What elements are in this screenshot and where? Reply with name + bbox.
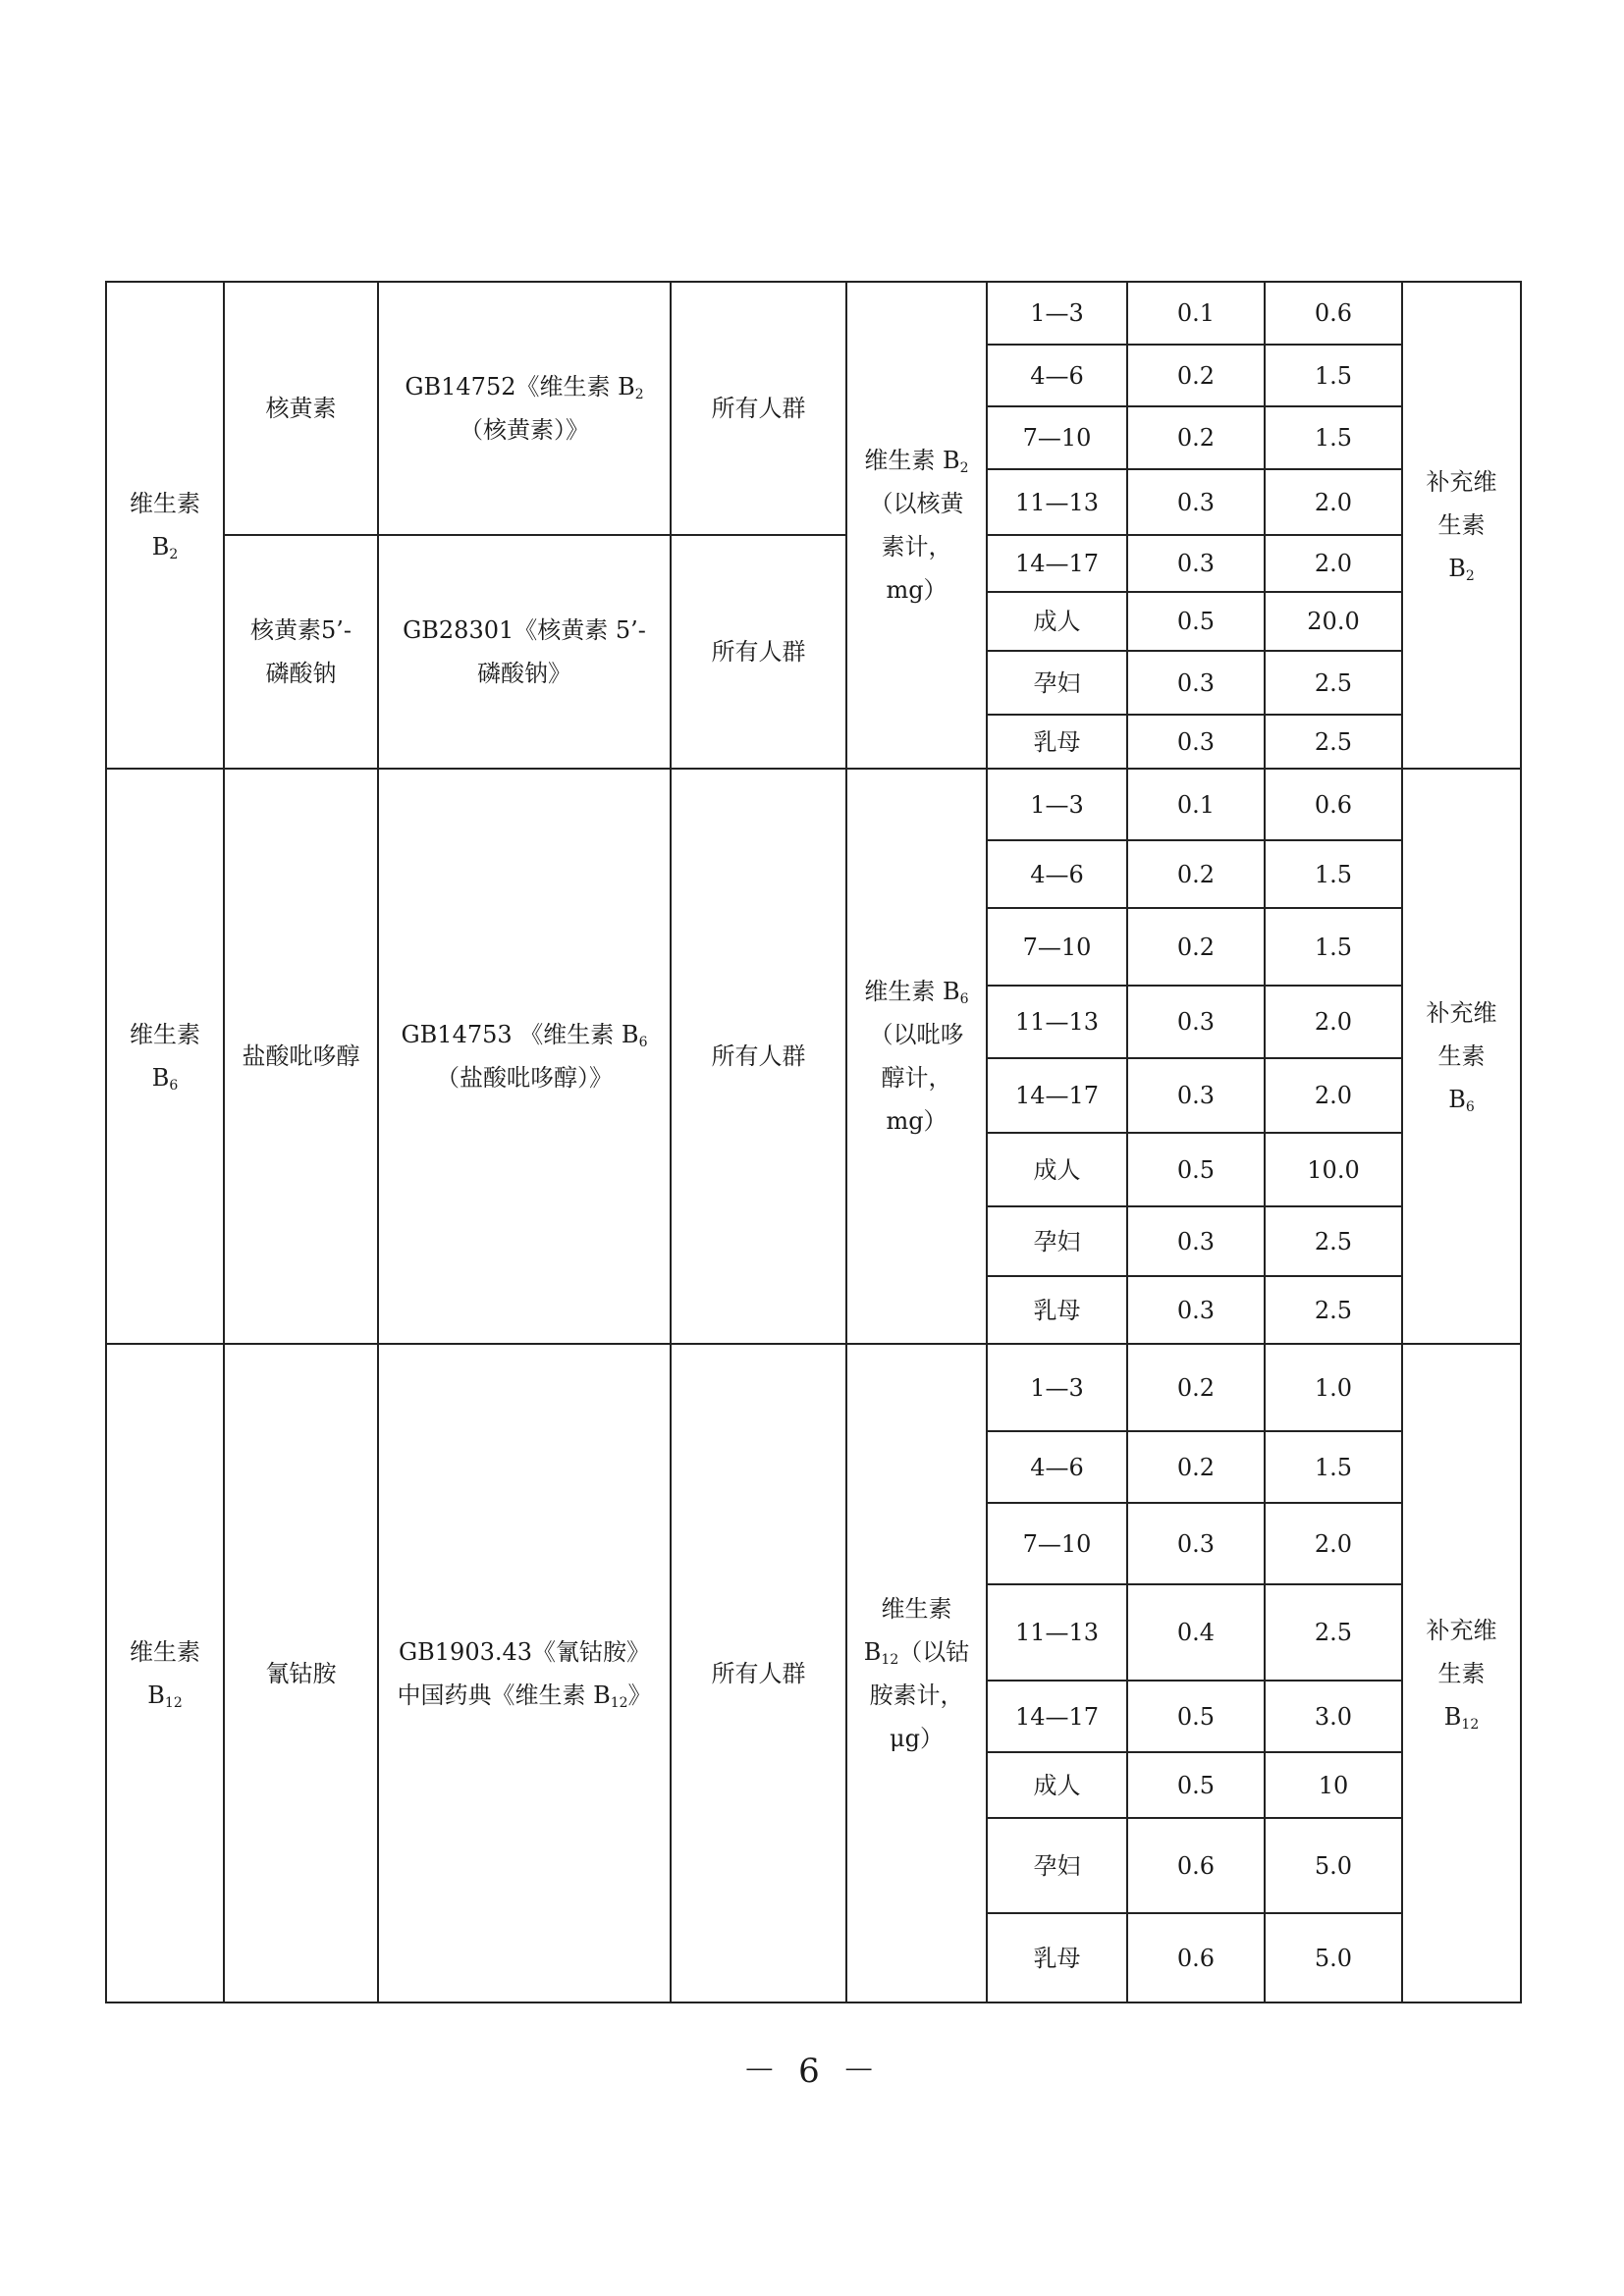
max-value-cell: 1.5 — [1265, 840, 1402, 908]
standard-cell: GB1903.43《氰钴胺》中国药典《维生素 $B_{12}$》 — [378, 1344, 671, 2002]
max-value-cell: 0.6 — [1265, 769, 1402, 840]
max-value-cell: 5.0 — [1265, 1913, 1402, 2002]
compound-form-cell: 维生素 $B_{12}$（以钴胺素计，μg） — [846, 1344, 987, 2002]
age-group-cell: 成人 — [987, 592, 1127, 651]
population-cell: 所有人群 — [671, 282, 846, 535]
max-value-cell: 1.5 — [1265, 1431, 1402, 1503]
compound-form-cell: 维生素 $B_2$（以核黄素计，mg） — [846, 282, 987, 769]
population-cell: 所有人群 — [671, 535, 846, 769]
age-group-cell: 乳母 — [987, 1913, 1127, 2002]
max-value-cell: 2.5 — [1265, 1584, 1402, 1681]
age-group-cell: 成人 — [987, 1752, 1127, 1818]
age-group-cell: 7—10 — [987, 406, 1127, 469]
nutrient-name-cell: 维生素 $B_2$ — [106, 282, 224, 769]
max-value-cell: 2.0 — [1265, 535, 1402, 592]
min-value-cell: 0.2 — [1127, 406, 1265, 469]
age-group-cell: 孕妇 — [987, 1206, 1127, 1276]
min-value-cell: 0.1 — [1127, 769, 1265, 840]
purpose-cell: 补充维生素 $B_2$ — [1402, 282, 1521, 769]
compound-name-cell: 核黄素5’-磷酸钠 — [224, 535, 378, 769]
min-value-cell: 0.3 — [1127, 469, 1265, 535]
standard-cell: GB14753 《维生素 $B_6$（盐酸吡哆醇）》 — [378, 769, 671, 1344]
age-group-cell: 孕妇 — [987, 651, 1127, 715]
population-cell: 所有人群 — [671, 769, 846, 1344]
max-value-cell: 10.0 — [1265, 1133, 1402, 1206]
max-value-cell: 2.0 — [1265, 469, 1402, 535]
max-value-cell: 2.5 — [1265, 651, 1402, 715]
min-value-cell: 0.5 — [1127, 1681, 1265, 1752]
compound-name-cell: 核黄素 — [224, 282, 378, 535]
page-number: － 6 － — [742, 2052, 882, 2091]
max-value-cell: 2.0 — [1265, 1503, 1402, 1584]
age-group-cell: 乳母 — [987, 1276, 1127, 1344]
nutrient-spec-table — [105, 281, 1522, 2003]
min-value-cell: 0.6 — [1127, 1913, 1265, 2002]
min-value-cell: 0.3 — [1127, 1276, 1265, 1344]
compound-name-cell: 氰钴胺 — [224, 1344, 378, 2002]
min-value-cell: 0.5 — [1127, 1133, 1265, 1206]
min-value-cell: 0.2 — [1127, 840, 1265, 908]
age-group-cell: 14—17 — [987, 535, 1127, 592]
age-group-cell: 1—3 — [987, 282, 1127, 345]
age-group-cell: 14—17 — [987, 1058, 1127, 1133]
min-value-cell: 0.3 — [1127, 1503, 1265, 1584]
table-row — [106, 769, 1521, 840]
age-group-cell: 4—6 — [987, 345, 1127, 406]
min-value-cell: 0.3 — [1127, 1058, 1265, 1133]
compound-name-cell: 盐酸吡哆醇 — [224, 769, 378, 1344]
age-group-cell: 11—13 — [987, 1584, 1127, 1681]
table-row — [106, 535, 1521, 592]
min-value-cell: 0.3 — [1127, 1206, 1265, 1276]
max-value-cell: 2.0 — [1265, 1058, 1402, 1133]
standard-cell: GB14752《维生素 $B_2$（核黄素）》 — [378, 282, 671, 535]
max-value-cell: 1.5 — [1265, 908, 1402, 986]
age-group-cell: 4—6 — [987, 840, 1127, 908]
min-value-cell: 0.2 — [1127, 1344, 1265, 1431]
min-value-cell: 0.5 — [1127, 1752, 1265, 1818]
age-group-cell: 7—10 — [987, 1503, 1127, 1584]
max-value-cell: 0.6 — [1265, 282, 1402, 345]
min-value-cell: 0.5 — [1127, 592, 1265, 651]
max-value-cell: 1.0 — [1265, 1344, 1402, 1431]
max-value-cell: 2.5 — [1265, 1206, 1402, 1276]
nutrient-name-cell: 维生素 $B_6$ — [106, 769, 224, 1344]
table-row — [106, 1344, 1521, 1431]
age-group-cell: 1—3 — [987, 1344, 1127, 1431]
max-value-cell: 2.5 — [1265, 1276, 1402, 1344]
min-value-cell: 0.2 — [1127, 345, 1265, 406]
min-value-cell: 0.3 — [1127, 651, 1265, 715]
age-group-cell: 4—6 — [987, 1431, 1127, 1503]
min-value-cell: 0.3 — [1127, 535, 1265, 592]
max-value-cell: 2.5 — [1265, 715, 1402, 769]
min-value-cell: 0.1 — [1127, 282, 1265, 345]
max-value-cell: 3.0 — [1265, 1681, 1402, 1752]
min-value-cell: 0.3 — [1127, 986, 1265, 1058]
purpose-cell: 补充维生素 $B_{12}$ — [1402, 1344, 1521, 2002]
standard-cell: GB28301《核黄素 5’-磷酸钠》 — [378, 535, 671, 769]
max-value-cell: 1.5 — [1265, 345, 1402, 406]
age-group-cell: 孕妇 — [987, 1818, 1127, 1913]
age-group-cell: 14—17 — [987, 1681, 1127, 1752]
min-value-cell: 0.2 — [1127, 908, 1265, 986]
max-value-cell: 20.0 — [1265, 592, 1402, 651]
max-value-cell: 5.0 — [1265, 1818, 1402, 1913]
population-cell: 所有人群 — [671, 1344, 846, 2002]
max-value-cell: 10 — [1265, 1752, 1402, 1818]
min-value-cell: 0.6 — [1127, 1818, 1265, 1913]
table-row — [106, 282, 1521, 345]
age-group-cell: 7—10 — [987, 908, 1127, 986]
max-value-cell: 1.5 — [1265, 406, 1402, 469]
purpose-cell: 补充维生素 $B_6$ — [1402, 769, 1521, 1344]
age-group-cell: 1—3 — [987, 769, 1127, 840]
age-group-cell: 11—13 — [987, 986, 1127, 1058]
age-group-cell: 乳母 — [987, 715, 1127, 769]
min-value-cell: 0.4 — [1127, 1584, 1265, 1681]
max-value-cell: 2.0 — [1265, 986, 1402, 1058]
min-value-cell: 0.3 — [1127, 715, 1265, 769]
age-group-cell: 11—13 — [987, 469, 1127, 535]
compound-form-cell: 维生素 $B_6$（以吡哆醇计，mg） — [846, 769, 987, 1344]
nutrient-name-cell: 维生素 $B_{12}$ — [106, 1344, 224, 2002]
min-value-cell: 0.2 — [1127, 1431, 1265, 1503]
age-group-cell: 成人 — [987, 1133, 1127, 1206]
